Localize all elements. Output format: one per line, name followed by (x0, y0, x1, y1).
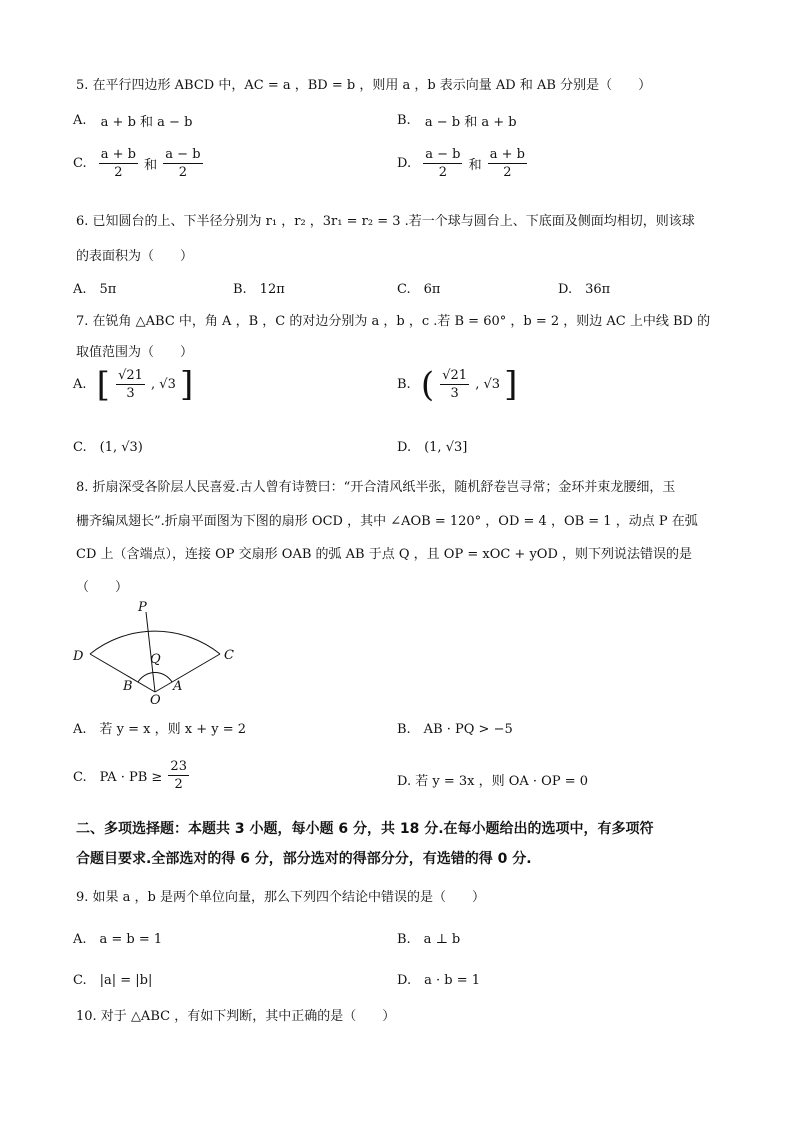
q7-a-tail: , √3 (151, 377, 176, 392)
q6-option-c: C. 6π (397, 282, 441, 297)
q5-c-and: 和 (144, 158, 158, 173)
label-b: B (123, 679, 133, 694)
q8-option-b: B. AB · PQ > −5 (397, 722, 513, 737)
q9-stem: 9. 如果 a ，b 是两个单位向量，那么下列四个结论中错误的是（ ） (76, 890, 486, 905)
q7-b-open-bracket: ( (420, 364, 435, 405)
q8-stem-line3: CD 上（含端点），连接 OP 交扇形 OAB 的弧 AB 于点 Q ，且 OP = xOC + yOD ，则下列说法错误的是 (76, 547, 693, 562)
q8-stem-line4: （ ） (76, 580, 129, 595)
q9-option-b: B. a ⊥ b (397, 932, 461, 947)
q5-d-frac2: $\frac{a + b}{2}$ (489, 147, 525, 180)
q7-option-d: D. (1, √3] (397, 440, 468, 455)
q6-option-d: D. 36π (558, 282, 611, 297)
q7-option-a (73, 364, 194, 405)
q8-option-c (73, 758, 191, 793)
q6-option-a: A. 5π (73, 282, 117, 297)
q8-option-a: A. 若 y = x ，则 x + y = 2 (73, 722, 247, 737)
q5-stem: 5. 在平行四边形 ABCD 中，AC = a ，BD = b ，则用 a ，b 表示向量 AD 和 AB 分别是（ ） (76, 78, 652, 93)
q5-d-and: 和 (468, 158, 482, 173)
label-c: C (224, 648, 234, 663)
q10-stem: 10. 对于 △ABC ，有如下判断，其中正确的是（ ） (76, 1009, 396, 1024)
q6-stem-line1: 6. 已知圆台的上、下半径分别为 r₁ ，r₂ ，3r₁ = r₂ = 3 .若一个球与圆台上、下底面及侧面均相切，则该球 (76, 214, 695, 229)
q5-d-frac1: $\frac{a - b}{2}$ (425, 147, 461, 180)
q7-b-label: B. (397, 377, 411, 392)
q9-option-c: C. |a| = |b| (73, 973, 153, 988)
q5-c-label: C. (73, 156, 87, 171)
q7-b-close-bracket: ] (504, 364, 518, 405)
label-a: A (173, 679, 183, 694)
q7-stem-line2: 取值范围为（ ） (76, 345, 194, 360)
q7-option-c: C. (1, √3) (73, 440, 143, 455)
q8-stem-line2: 栅齐编凤翅长”.折扇平面图为下图的扇形 OCD ，其中 ∠AOB = 120° ，OD = 4 ，OB = 1 ，动点 P 在弧 (76, 514, 698, 529)
q5-b-text: a − b 和 a + b (424, 115, 517, 130)
q5-option-c (73, 146, 205, 181)
q8-c-text: C. PA · PB ≥ (73, 770, 163, 785)
section2-heading-line1: 二、多项选择题：本题共 3 小题，每小题 6 分，共 18 分.在每小题给出的选项中，有多项符 (76, 821, 654, 837)
q7-stem-line1: 7. 在锐角 △ABC 中，角 A ，B ，C 的对边分别为 a ，b ，c .若 B = 60° ，b = 2 ，则边 AC 上中线 BD 的 (76, 314, 711, 329)
label-q: Q (150, 652, 161, 667)
q9-option-d: D. a · b = 1 (397, 973, 480, 988)
label-o: O (150, 693, 161, 708)
q7-b-frac: $\frac{√21}{3}$ (442, 368, 468, 401)
radius-oc (155, 654, 220, 692)
q6-stem-line2: 的表面积为（ ） (76, 249, 194, 264)
label-p: P (138, 600, 147, 615)
q5-c-frac1: $\frac{a + b}{2}$ (100, 147, 136, 180)
q5-option-a (73, 111, 192, 130)
q5-b-label: B. (397, 113, 411, 128)
q7-a-frac: $\frac{√21}{3}$ (118, 368, 143, 401)
q8-c-frac: $\frac{23}{2}$ (170, 759, 187, 792)
q7-a-close-bracket: ] (180, 364, 194, 405)
q5-a-text: a + b 和 a − b (100, 115, 193, 130)
q9-option-a: A. a = b = 1 (73, 932, 163, 947)
q5-a-label: A. (73, 113, 87, 128)
arc-cd (90, 631, 220, 654)
q5-d-label: D. (397, 156, 412, 171)
fan-sector-figure (68, 596, 248, 708)
label-d: D (73, 649, 84, 664)
q8-option-d: D. 若 y = 3x ，则 OA · OP = 0 (397, 774, 589, 789)
arc-ab (138, 673, 172, 682)
q7-a-open-bracket: [ (96, 364, 110, 405)
q8-stem-line1: 8. 折扇深受各阶层人民喜爱.古人曾有诗赞曰：“开合清风纸半张，随机舒卷岂寻常；金环并束龙腰细，玉 (76, 480, 676, 495)
q5-c-frac2: $\frac{a - b}{2}$ (165, 147, 201, 180)
q5-option-d (397, 146, 529, 181)
q6-option-b: B. 12π (233, 282, 285, 297)
q5-option-b (397, 111, 517, 130)
q7-b-tail: , √3 (475, 377, 501, 392)
q7-option-b (397, 364, 518, 405)
section2-heading-line2: 合题目要求.全部选对的得 6 分，部分选对的得部分分，有选错的得 0 分. (76, 851, 532, 867)
q7-a-label: A. (73, 377, 87, 392)
